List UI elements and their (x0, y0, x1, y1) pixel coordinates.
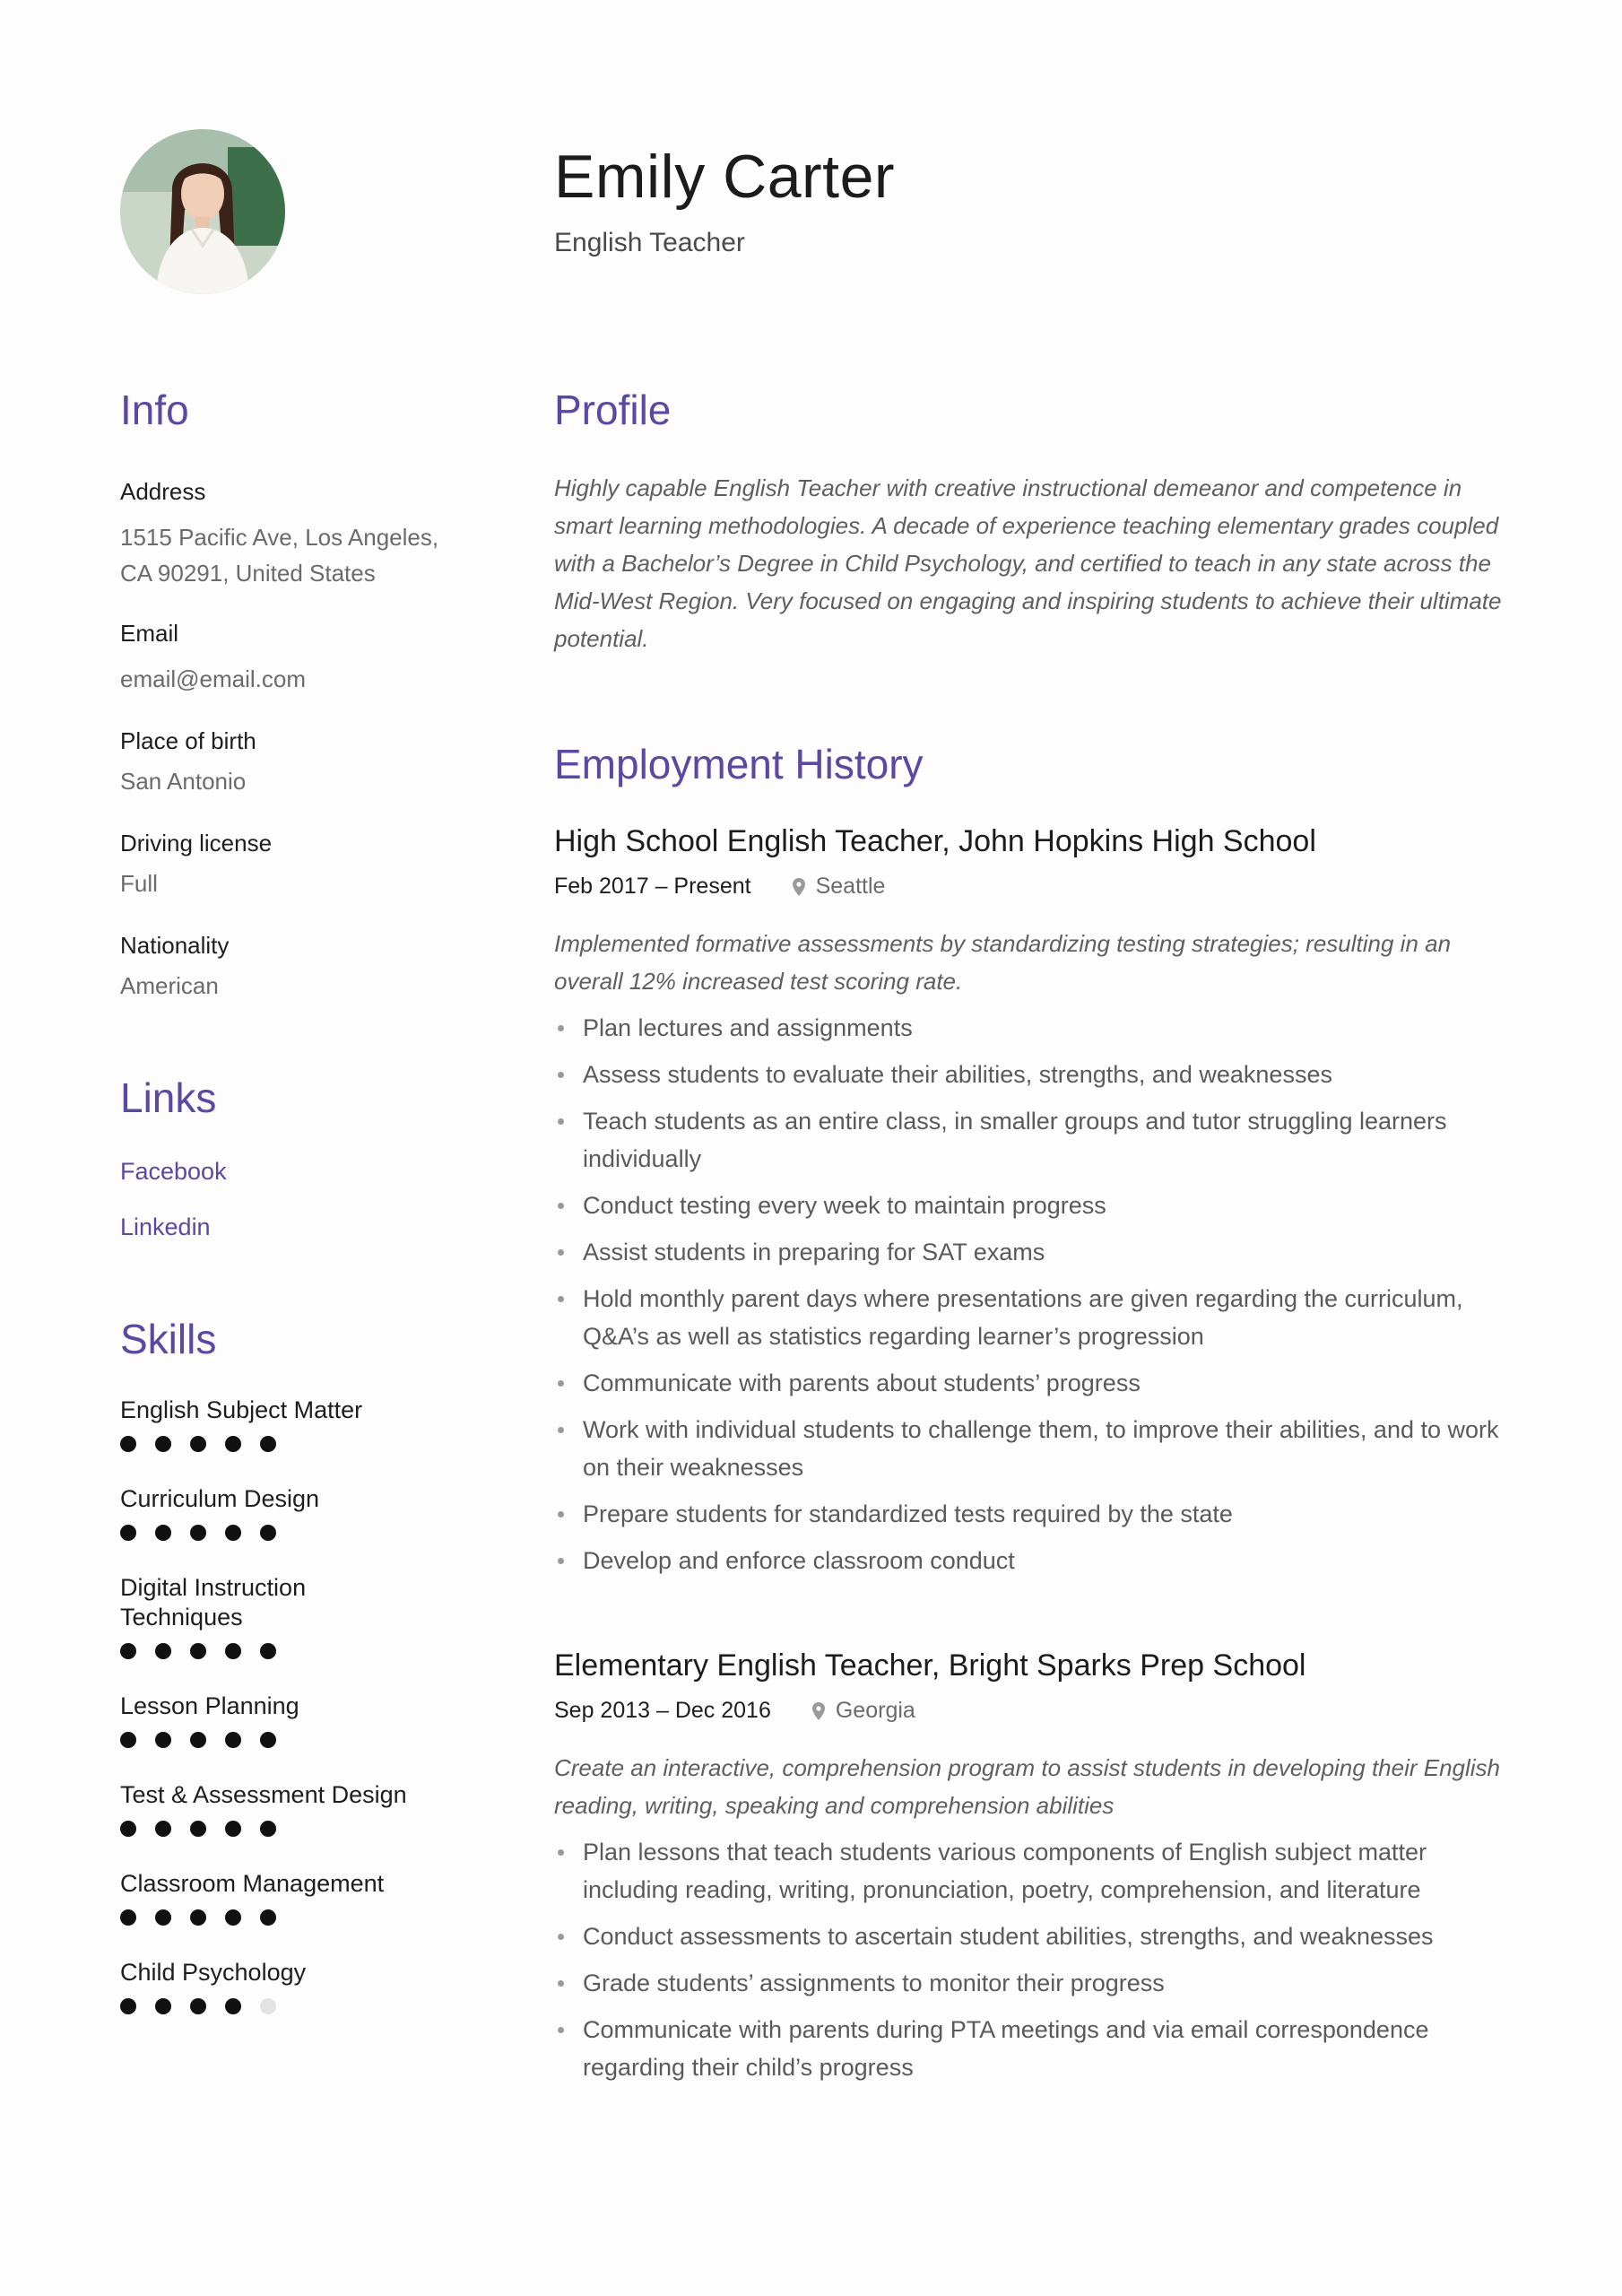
job-title: High School English Teacher, John Hopkins High School (554, 824, 1316, 859)
list-item: Assess students to evaluate their abilities, strengths, and weaknesses (554, 1056, 1505, 1093)
rating-dot-filled (190, 1821, 206, 1837)
profile-heading: Profile (554, 387, 672, 433)
rating-dot-filled (190, 1732, 206, 1748)
list-item: Communicate with parents during PTA meetings and via email correspondence regarding their child’s progress (554, 2011, 1505, 2086)
location-pin-icon (793, 878, 805, 896)
info-value: email@email.com (120, 665, 306, 693)
rating-dot-filled (260, 1436, 276, 1452)
rating-dot-filled (120, 1821, 136, 1837)
rating-dot-filled (190, 1643, 206, 1659)
list-item: Assist students in preparing for SAT exams (554, 1233, 1505, 1271)
main-content (554, 386, 1505, 2095)
skill-rating (120, 1732, 443, 1748)
skill-rating (120, 1436, 443, 1452)
info-driving-license (120, 828, 443, 901)
skill-name: Digital Instruction Techniques (120, 1573, 307, 1631)
rating-dot-filled (190, 1909, 206, 1926)
skill-rating (120, 1643, 443, 1659)
rating-dot-filled (260, 1643, 276, 1659)
rating-dot-filled (260, 1909, 276, 1926)
list-item: Conduct testing every week to maintain progress (554, 1187, 1505, 1224)
rating-dot-filled (155, 1821, 171, 1837)
info-label: Email (120, 620, 179, 648)
rating-dot-filled (120, 1643, 136, 1659)
skills-list (120, 1396, 443, 2014)
job-location-text: Georgia (835, 1698, 915, 1724)
list-item: Work with individual students to challenge them, to improve their abilities, and to work on their weaknesses (554, 1411, 1505, 1486)
skill-rating (120, 1998, 443, 2014)
rating-dot-filled (155, 1732, 171, 1748)
portrait-image (120, 129, 285, 294)
rating-dot-filled (155, 1998, 171, 2014)
list-item: Grade students’ assignments to monitor their progress (554, 1964, 1505, 2002)
facebook-link[interactable]: Facebook (120, 1158, 227, 1186)
skill-item (120, 1692, 443, 1748)
skill-rating (120, 1821, 443, 1837)
skill-item (120, 1869, 443, 1926)
info-heading: Info (120, 387, 189, 433)
job-entry (554, 1648, 1505, 2086)
info-address (120, 476, 443, 591)
list-item: Develop and enforce classroom conduct (554, 1542, 1505, 1579)
rating-dot-filled (120, 1525, 136, 1541)
job-title: Elementary English Teacher, Bright Sparks Prep School (554, 1648, 1306, 1683)
info-label: Driving license (120, 830, 273, 857)
skill-item (120, 1780, 443, 1837)
rating-dot-filled (190, 1998, 206, 2014)
rating-dot-filled (120, 1998, 136, 2014)
job-dates: Sep 2013 – Dec 2016 (554, 1698, 771, 1724)
job-location (812, 1698, 915, 1724)
list-item: Communicate with parents about students’ progress (554, 1364, 1505, 1402)
list-item: Conduct assessments to ascertain student abilities, strengths, and weaknesses (554, 1918, 1505, 1955)
location-pin-icon (812, 1702, 825, 1720)
job-location (793, 874, 886, 900)
list-item: Teach students as an entire class, in smaller groups and tutor struggling learners individually (554, 1102, 1505, 1178)
skill-name: Test & Assessment Design (120, 1780, 407, 1808)
info-label: Place of birth (120, 727, 256, 755)
info-value: American (120, 972, 219, 1000)
skill-name: Classroom Management (120, 1869, 385, 1897)
candidate-name: Emily Carter (554, 143, 896, 211)
info-value: San Antonio (120, 768, 247, 796)
rating-dot-filled (155, 1909, 171, 1926)
rating-dot-filled (155, 1525, 171, 1541)
profile-photo (120, 129, 285, 294)
rating-dot-filled (225, 1436, 241, 1452)
rating-dot-filled (120, 1436, 136, 1452)
skill-name: English Subject Matter (120, 1396, 363, 1423)
rating-dot-filled (155, 1436, 171, 1452)
rating-dot-filled (225, 1821, 241, 1837)
linkedin-link[interactable]: Linkedin (120, 1213, 211, 1241)
employment-heading: Employment History (554, 741, 924, 788)
rating-dot-filled (120, 1732, 136, 1748)
links-list (120, 1153, 443, 1245)
rating-dot-filled (225, 1643, 241, 1659)
rating-dot-filled (260, 1525, 276, 1541)
skill-item (120, 1396, 443, 1452)
info-place-of-birth (120, 726, 443, 799)
info-label: Address (120, 478, 206, 506)
skill-item (120, 1958, 443, 2014)
rating-dot-filled (120, 1909, 136, 1926)
rating-dot-filled (225, 1525, 241, 1541)
job-meta (554, 874, 1505, 900)
rating-dot-filled (260, 1732, 276, 1748)
skill-rating (120, 1909, 443, 1926)
rating-dot-empty (260, 1998, 276, 2014)
rating-dot-filled (225, 1909, 241, 1926)
links-heading: Links (120, 1074, 217, 1122)
skill-name: Child Psychology (120, 1958, 307, 1986)
info-label: Nationality (120, 932, 230, 960)
job-dates: Feb 2017 – Present (554, 874, 751, 900)
rating-dot-filled (190, 1525, 206, 1541)
skill-name: Curriculum Design (120, 1484, 320, 1512)
list-item: Prepare students for standardized tests required by the state (554, 1495, 1505, 1533)
profile-summary: Highly capable English Teacher with creative instructional demeanor and competence in smart learning methodologies. A decade of experience teaching elementary grades coupled with a Bachelor’s Degree in Child Psychology, and certified to teach in any state across the Mid-West Region. Very focused on engaging and inspiring students to achieve their ultimate potential. (554, 474, 1502, 653)
info-value: 1515 Pacific Ave, Los Angeles, CA 90291, United States (120, 524, 439, 587)
job-entry (554, 823, 1505, 1579)
job-location-text: Seattle (815, 874, 886, 900)
skills-heading: Skills (120, 1316, 217, 1363)
skill-item (120, 1573, 443, 1659)
job-responsibilities (554, 1833, 1505, 2086)
list-item: Plan lessons that teach students various components of English subject matter including reading, writing, pronunciation, poetry, comprehension, and literature (554, 1833, 1505, 1909)
info-value: Full (120, 870, 158, 898)
list-item: Hold monthly parent days where presentations are given regarding the curriculum, Q&A’s as well as statistics regarding learner’s progression (554, 1280, 1505, 1355)
info-email (120, 618, 443, 697)
job-description: Implemented formative assessments by standardizing testing strategies; resulting in an overall 12% increased test scoring rate. (554, 930, 1452, 996)
rating-dot-filled (190, 1436, 206, 1452)
sidebar (120, 386, 443, 2014)
job-meta (554, 1698, 1505, 1724)
skill-name: Lesson Planning (120, 1692, 299, 1719)
skill-rating (120, 1525, 443, 1541)
job-description: Create an interactive, comprehension program to assist students in developing their English reading, writing, speaking and comprehension abilities (554, 1754, 1501, 1820)
rating-dot-filled (225, 1732, 241, 1748)
job-responsibilities (554, 1009, 1505, 1579)
candidate-title: English Teacher (554, 228, 745, 257)
skill-item (120, 1484, 443, 1541)
rating-dot-filled (155, 1643, 171, 1659)
rating-dot-filled (260, 1821, 276, 1837)
info-nationality (120, 930, 443, 1004)
rating-dot-filled (225, 1998, 241, 2014)
list-item: Plan lectures and assignments (554, 1009, 1505, 1047)
